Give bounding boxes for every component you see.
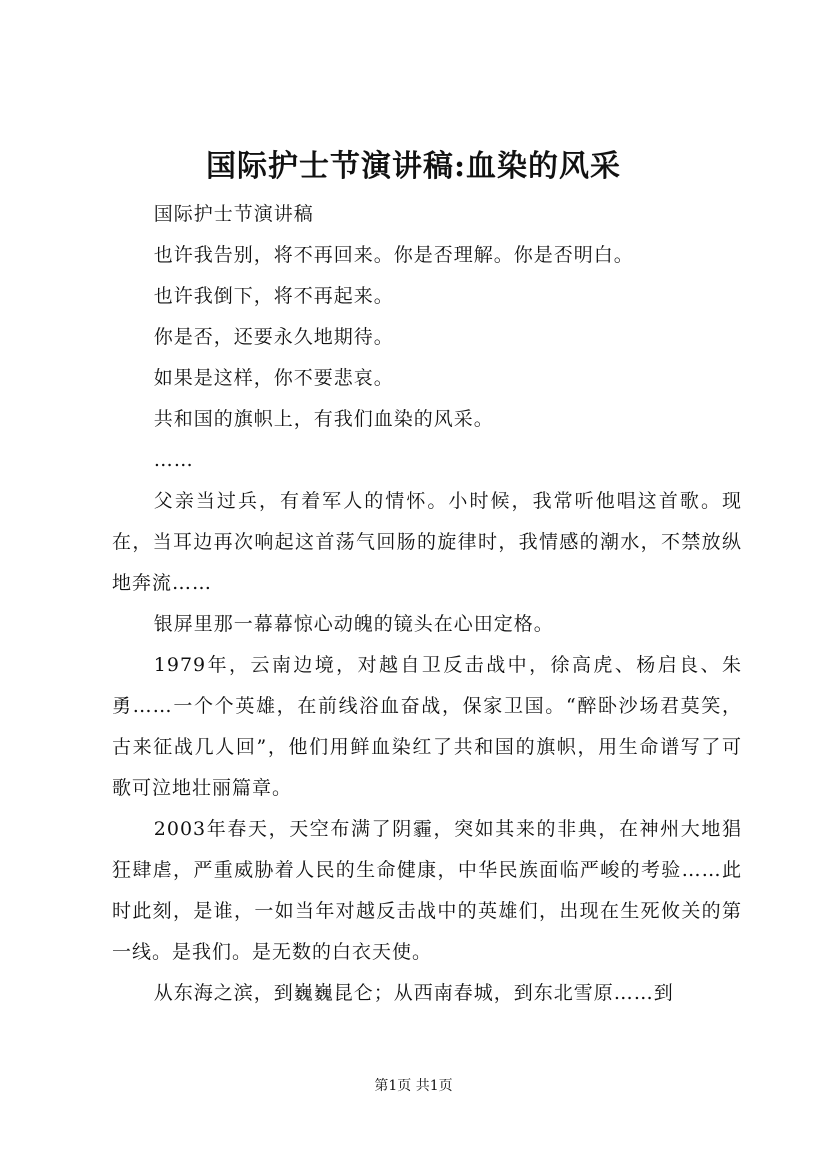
page-footer: 第1页 共1页 <box>374 1078 453 1094</box>
paragraph-subtitle: 国际护士节演讲稿 <box>153 203 314 225</box>
paragraph-screen: 银屏里那一幕幕惊心动魄的镜头在心田定格。 <box>153 613 554 635</box>
paragraph-poem-line-5: 共和国的旗帜上，有我们血染的风采。 <box>153 408 494 430</box>
paragraph-poem-line-2: 也许我倒下，将不再起来。 <box>153 285 394 307</box>
paragraph-poem-line-1: 也许我告别，将不再回来。你是否理解。你是否明白。 <box>153 244 634 266</box>
paragraph-coast: 从东海之滨，到巍巍昆仑；从西南春城，到东北雪原……到 <box>153 982 674 1004</box>
paragraph-1979: 1979年，云南边境，对越自卫反击战中，徐高虎、杨启良、朱勇……一个个英雄，在前线浴血奋战，保家卫国。“醉卧沙场君莫笑，古来征战几人回”，他们用鲜血染红了共和国的旗帜，用生命谱写了可歌可泣地壮丽篇章。 <box>112 654 742 799</box>
document-body <box>112 194 742 1014</box>
paragraph-poem-line-3: 你是否，还要永久地期待。 <box>153 326 394 348</box>
document-title: 国际护士节演讲稿:血染的风采 <box>205 149 622 184</box>
paragraph-father: 父亲当过兵，有着军人的情怀。小时候，我常听他唱这首歌。现在，当耳边再次响起这首荡气回肠的旋律时，我情感的潮水，不禁放纵地奔流…… <box>112 490 742 594</box>
paragraph-ellipsis: …… <box>153 449 194 471</box>
paragraph-2003: 2003年春天，天空布满了阴霾，突如其来的非典，在神州大地猖狂肆虐，严重威胁着人民的生命健康，中华民族面临严峻的考验……此时此刻，是谁，一如当年对越反击战中的英雄们，出现在生死攸关的第一线。是我们。是无数的白衣天使。 <box>112 818 742 963</box>
paragraph-poem-line-4: 如果是这样，你不要悲哀。 <box>153 367 394 389</box>
